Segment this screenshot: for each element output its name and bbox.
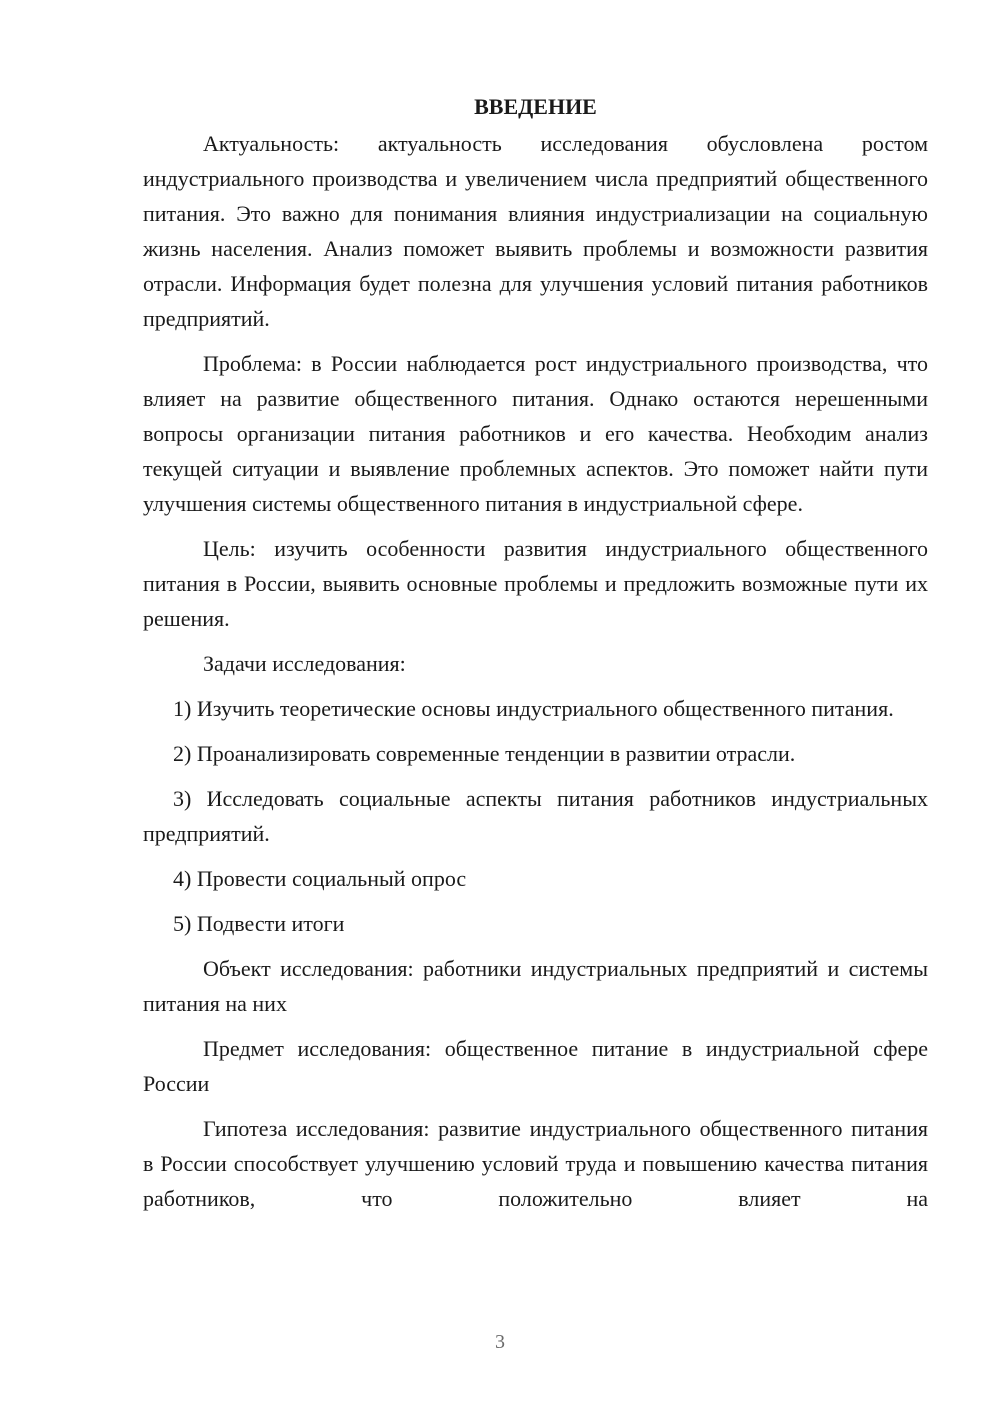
paragraph-hypothesis: Гипотеза исследования: развитие индустриального общественного питания в России способствует улучшению условий труда и повышению качества питания работников, что положительно влияет на: [143, 1116, 928, 1211]
paragraph-relevance: Актуальность: актуальность исследования обусловлена ростом индустриального производства и увеличением числа предприятий общественного питания. Это важно для понимания влияния индустриализации на социальную жизнь населения. Анализ поможет выявить проблемы и возможности развития отрасли. Информация будет полезна для улучшения условий питания работников предприятий.: [143, 131, 928, 331]
paragraph-object: Объект исследования: работники индустриальных предприятий и системы питания на них: [143, 956, 928, 1016]
paragraph-problem: Проблема: в России наблюдается рост индустриального производства, что влияет на развитие общественного питания. Однако остаются нерешенными вопросы организации питания работников и его качества. Необходим анализ текущей ситуации и выявление проблемных аспектов. Это поможет найти пути улучшения системы общественного питания в индустриальной сфере.: [143, 351, 928, 516]
paragraph-goal: Цель: изучить особенности развития индустриального общественного питания в России, выявить основные проблемы и предложить возможные пути их решения.: [143, 536, 928, 631]
paragraph-tasks-heading: Задачи исследования:: [203, 651, 406, 676]
paragraph-subject: Предмет исследования: общественное питание в индустриальной сфере России: [143, 1036, 928, 1096]
task-item-4: 4) Провести социальный опрос: [173, 866, 467, 891]
task-item-2: 2) Проанализировать современные тенденции в развитии отрасли.: [173, 741, 796, 766]
document-page: [143, 90, 928, 1226]
task-item-3: 3) Исследовать социальные аспекты питания работников индустриальных предприятий.: [143, 786, 928, 846]
section-title: ВВЕДЕНИЕ: [474, 94, 597, 119]
task-item-5: 5) Подвести итоги: [173, 911, 345, 936]
page-number: 3: [495, 1331, 505, 1353]
task-item-1: 1) Изучить теоретические основы индустриального общественного питания.: [173, 696, 894, 721]
